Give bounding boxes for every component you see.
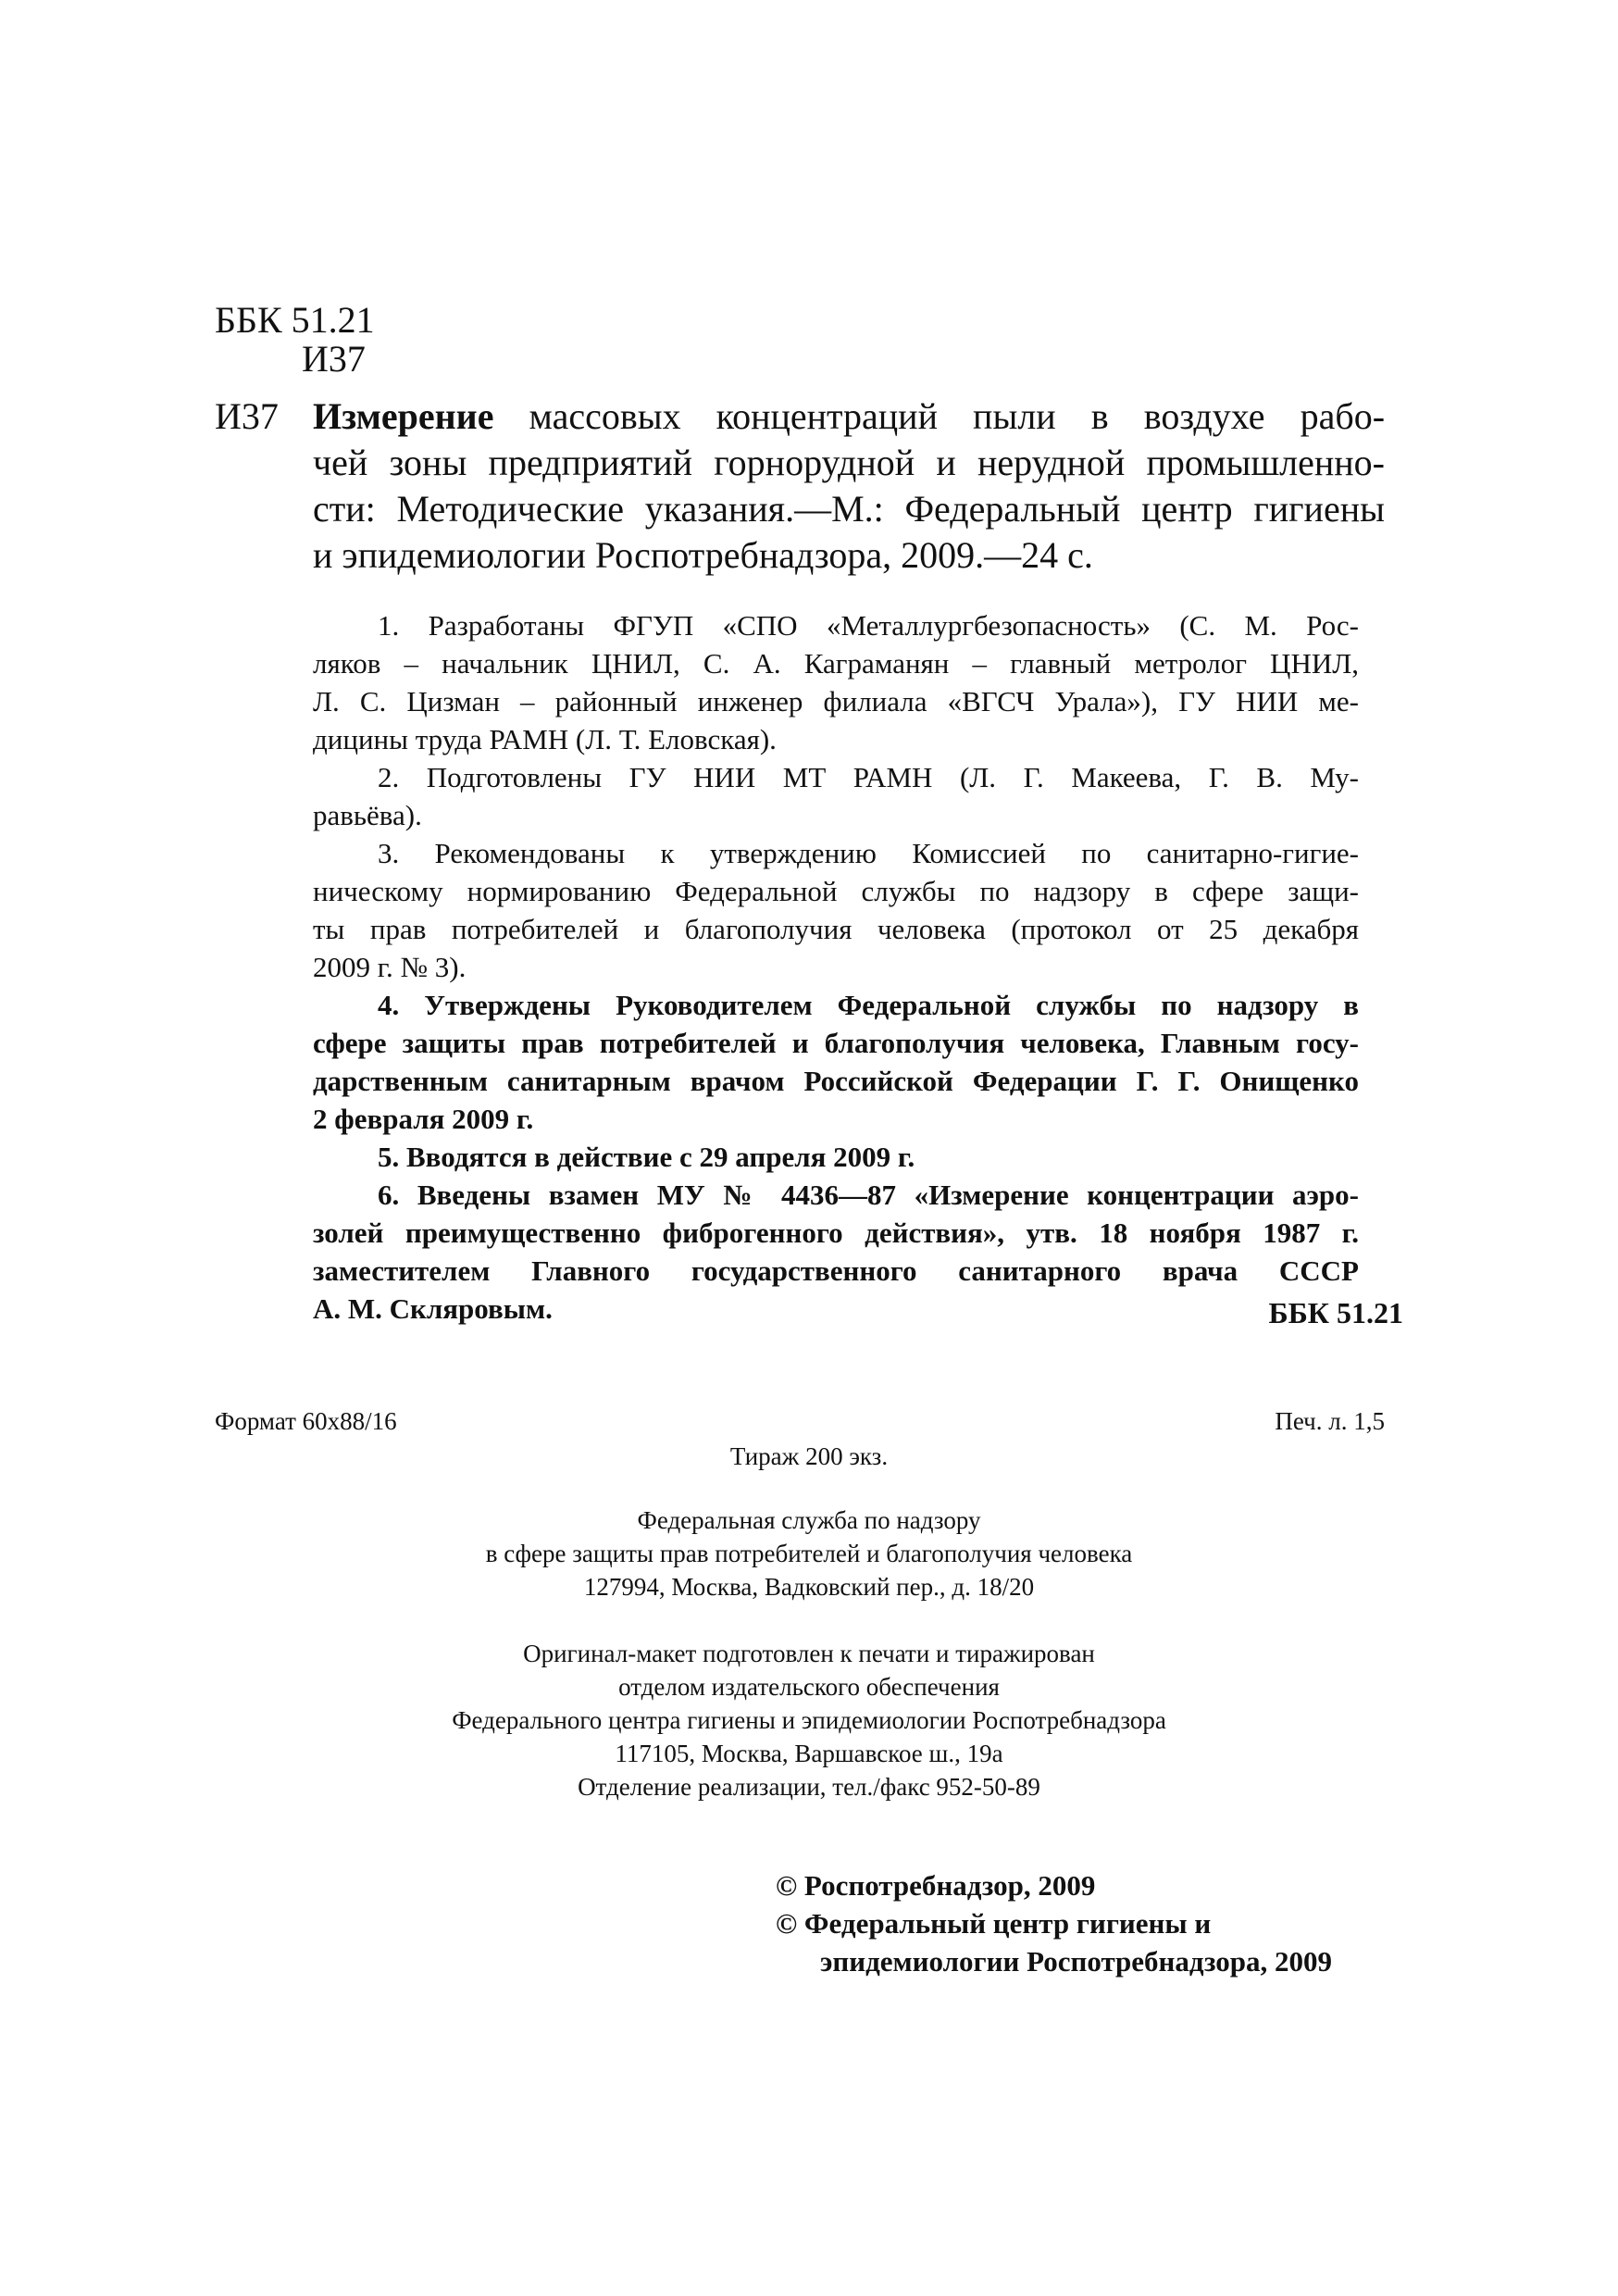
sheets-info: Печ. л. 1,5 [1275, 1407, 1385, 1435]
note-line: 3. Рекомендованы к утверждению Комиссией по санитарно-гигие- [378, 837, 1359, 869]
bbk-code: ББК 51.21 [215, 299, 375, 341]
note-line: дицины труда РАМН (Л. Т. Еловская). [313, 723, 777, 755]
note-line: 1. Разработаны ФГУП «СПО «Металлургбезопасность» (С. М. Рос- [378, 609, 1359, 642]
note-line: ляков – начальник ЦНИЛ, С. А. Каграманян – главный метролог ЦНИЛ, [313, 647, 1359, 680]
notes-block [313, 606, 1359, 1328]
printer-line: 117105, Москва, Варшавское ш., 19а [615, 1740, 1003, 1767]
note-line: равьёва). [313, 799, 422, 831]
note-line: Л. С. Цизман – районный инженер филиала «ВГСЧ Урала»), ГУ НИИ ме- [313, 685, 1359, 718]
biblio-line: и эпидемиологии Роспотребнадзора, 2009.—24 с. [313, 534, 1093, 576]
note-line: ническому нормированию Федеральной службы по надзору в сфере защи- [313, 875, 1359, 907]
copyright-line: © Роспотребнадзор, 2009 [776, 1869, 1096, 1902]
note-line: 6. Введены взамен МУ № 4436—87 «Измерение концентрации аэро- [378, 1179, 1359, 1211]
publisher-block [0, 1504, 1618, 1603]
note-2 [313, 758, 1359, 834]
note-line: 2009 г. № 3). [313, 951, 467, 983]
biblio-line: Измерение массовых концентраций пыли в воздухе рабо- [313, 395, 1386, 437]
copyright-line: эпидемиологии Роспотребнадзора, 2009 [820, 1945, 1332, 1978]
copyright-line: © Федеральный центр гигиены и [776, 1907, 1212, 1940]
biblio-line: сти: Методические указания.—М.: Федеральный центр гигиены [313, 488, 1385, 530]
publisher-line: Федеральная служба по надзору [637, 1506, 981, 1534]
publisher-line: в сфере защиты прав потребителей и благополучия человека [485, 1540, 1133, 1567]
entry-author-mark: И37 [215, 395, 279, 437]
note-3 [313, 834, 1359, 986]
biblio-line: чей зоны предприятий горнорудной и нерудной промышленно- [313, 442, 1385, 483]
copyright-block [776, 1866, 1332, 1980]
printer-line: Оригинал-макет подготовлен к печати и тиражирован [523, 1640, 1095, 1667]
printer-line: Федерального центра гигиены и эпидемиологии Роспотребнадзора [452, 1706, 1166, 1734]
format-info: Формат 60х88/16 [215, 1407, 397, 1435]
print-run: Тираж 200 экз. [729, 1442, 889, 1470]
note-line: заместителем Главного государственного санитарного врача СССР [313, 1254, 1359, 1287]
bbk-code-bottom: ББК 51.21 [1268, 1296, 1403, 1329]
note-line: 2 февраля 2009 г. [313, 1103, 534, 1135]
printer-line: Отделение реализации, тел./факс 952-50-89 [578, 1773, 1040, 1801]
note-line: 5. Вводятся в действие с 29 апреля 2009 г. [378, 1141, 915, 1173]
note-4 [313, 986, 1359, 1138]
author-sign: И37 [302, 338, 366, 380]
note-5 [313, 1138, 1359, 1176]
publisher-line: 127994, Москва, Вадковский пер., д. 18/20 [583, 1573, 1035, 1601]
printer-block [0, 1637, 1618, 1803]
title-word: Измерение [313, 395, 494, 437]
note-6 [313, 1176, 1359, 1328]
note-line: 2. Подготовлены ГУ НИИ МТ РАМН (Л. Г. Макеева, Г. В. Му- [378, 761, 1359, 793]
note-line: 4. Утверждены Руководителем Федеральной службы по надзору в [378, 989, 1359, 1021]
note-line: сфере защиты прав потребителей и благополучия человека, Главным госу- [313, 1027, 1359, 1059]
note-line: золей преимущественно фиброгенного действия», утв. 18 ноября 1987 г. [313, 1217, 1359, 1249]
note-1 [313, 606, 1359, 758]
printer-line: отделом издательского обеспечения [618, 1673, 1000, 1701]
bibliographic-entry [313, 393, 1385, 579]
note-line: ты прав потребителей и благополучия человека (протокол от 25 декабря [313, 913, 1359, 945]
note-line: А. М. Скляровым. [313, 1292, 553, 1325]
note-line: дарственным санитарным врачом Российской Федерации Г. Г. Онищенко [313, 1065, 1359, 1097]
